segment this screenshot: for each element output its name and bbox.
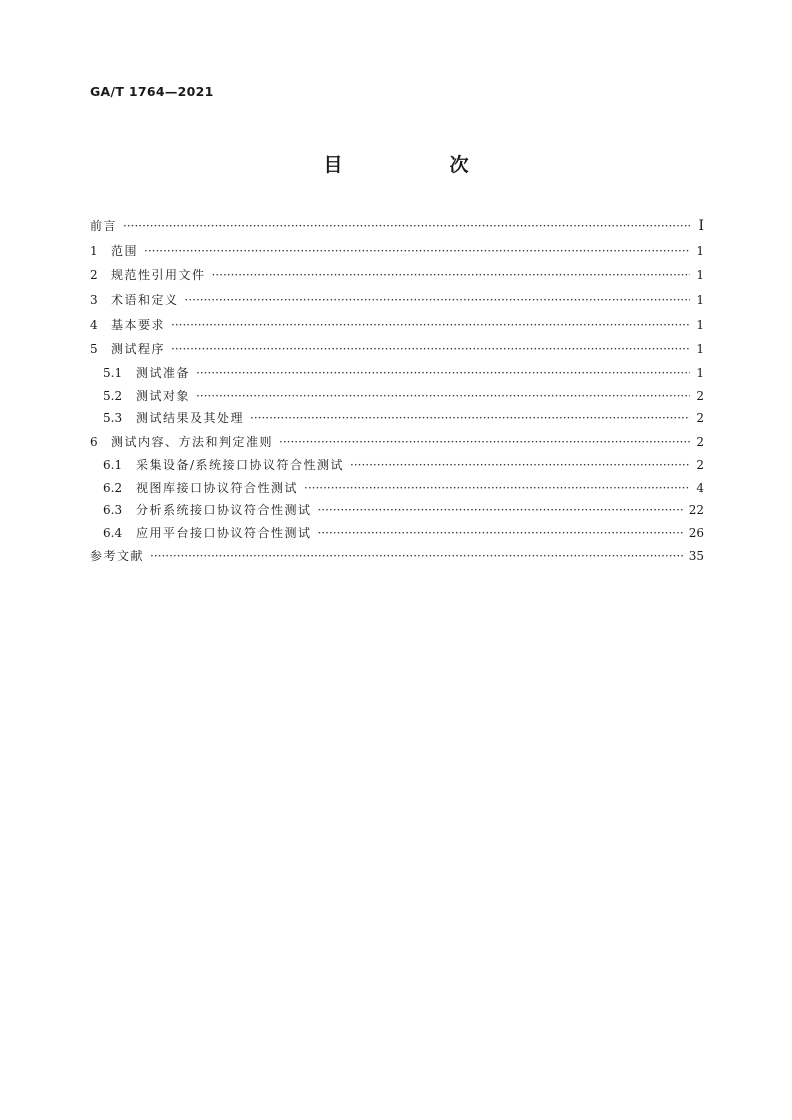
toc-entry-number: 1 <box>90 243 98 258</box>
toc-entry-5-1[interactable] <box>90 362 704 385</box>
toc-entry-number: 4 <box>90 317 98 332</box>
toc-entry-6-4[interactable] <box>90 522 704 545</box>
toc-entry-page: 26 <box>688 525 704 540</box>
toc-dot-leader <box>279 430 690 455</box>
toc-entry-page: 1 <box>696 317 704 332</box>
toc-entry-page: 2 <box>696 411 704 426</box>
toc-entry-1[interactable] <box>90 239 704 264</box>
toc-entry-text: 测试对象 <box>136 388 191 403</box>
toc-dot-leader <box>123 214 690 239</box>
toc-entry-text: 测试内容、方法和判定准则 <box>111 434 274 449</box>
toc-entry-number: 5.3 <box>103 411 123 426</box>
toc-entry-5-3[interactable] <box>90 407 704 430</box>
toc-dot-leader <box>150 544 683 569</box>
toc-dot-leader <box>250 407 690 430</box>
toc-entry-6-2[interactable] <box>90 477 704 500</box>
toc-entry-page: 35 <box>688 549 704 564</box>
toc-dot-leader <box>144 239 690 264</box>
toc-dot-leader <box>318 522 683 545</box>
toc-entry-number: 5.1 <box>103 366 123 381</box>
toc-entry-text: 测试准备 <box>136 366 191 381</box>
toc-dot-leader <box>318 499 683 522</box>
toc-entry-number: 5.2 <box>103 388 123 403</box>
toc-entry-page: 2 <box>696 388 704 403</box>
toc-dot-leader <box>171 337 690 362</box>
document-code: GA/T 1764—2021 <box>90 84 214 99</box>
toc-entry-text: 前言 <box>90 219 118 233</box>
toc-entry-text: 基本要求 <box>111 317 166 332</box>
toc-dot-leader <box>196 385 690 408</box>
toc-entry-number: 2 <box>90 268 98 283</box>
toc-entry-text: 测试结果及其处理 <box>136 411 245 426</box>
toc-entry-2[interactable] <box>90 263 704 288</box>
toc-entry-text: 采集设备/系统接口协议符合性测试 <box>136 458 345 473</box>
toc-entry-page: 2 <box>696 434 704 449</box>
toc-entry-text: 术语和定义 <box>111 293 179 308</box>
toc-entry-number: 3 <box>90 293 98 308</box>
toc-entry-page: 4 <box>696 480 704 495</box>
table-of-contents <box>90 214 704 569</box>
toc-entry-5-2[interactable] <box>90 385 704 408</box>
toc-entry-bibliography[interactable] <box>90 544 704 569</box>
page-title: 目 次 <box>323 154 513 176</box>
toc-entry-number: 6 <box>90 434 98 449</box>
toc-entry-page: 1 <box>696 366 704 381</box>
toc-entry-page: 1 <box>696 268 704 283</box>
toc-entry-text: 分析系统接口协议符合性测试 <box>136 503 312 518</box>
toc-entry-6-1[interactable] <box>90 454 704 477</box>
toc-dot-leader <box>185 288 690 313</box>
toc-entry-number: 6.1 <box>103 458 123 473</box>
toc-entry-foreword[interactable] <box>90 214 704 239</box>
toc-entry-number: 5 <box>90 342 98 357</box>
toc-dot-leader <box>196 362 690 385</box>
toc-dot-leader <box>350 454 690 477</box>
toc-dot-leader <box>212 263 690 288</box>
toc-entry-6[interactable] <box>90 430 704 455</box>
toc-dot-leader <box>171 313 690 338</box>
toc-entry-page: 1 <box>696 342 704 357</box>
toc-entry-4[interactable] <box>90 313 704 338</box>
toc-dot-leader <box>304 477 690 500</box>
toc-entry-page: 2 <box>696 458 704 473</box>
toc-entry-number: 6.2 <box>103 480 123 495</box>
toc-entry-text: 应用平台接口协议符合性测试 <box>136 525 312 540</box>
toc-entry-3[interactable] <box>90 288 704 313</box>
toc-entry-text: 范围 <box>111 243 139 258</box>
toc-entry-number: 6.4 <box>103 525 123 540</box>
toc-entry-page: 22 <box>688 503 704 518</box>
toc-entry-text: 规范性引用文件 <box>111 268 206 283</box>
toc-entry-text: 参考文献 <box>90 549 145 564</box>
toc-entry-page: 1 <box>696 293 704 308</box>
toc-entry-text: 视图库接口协议符合性测试 <box>136 480 299 495</box>
toc-entry-text: 测试程序 <box>111 342 166 357</box>
toc-entry-5[interactable] <box>90 337 704 362</box>
toc-entry-6-3[interactable] <box>90 499 704 522</box>
toc-entry-number: 6.3 <box>103 503 123 518</box>
toc-entry-page: 1 <box>696 243 704 258</box>
toc-entry-page: Ⅰ <box>698 218 704 234</box>
